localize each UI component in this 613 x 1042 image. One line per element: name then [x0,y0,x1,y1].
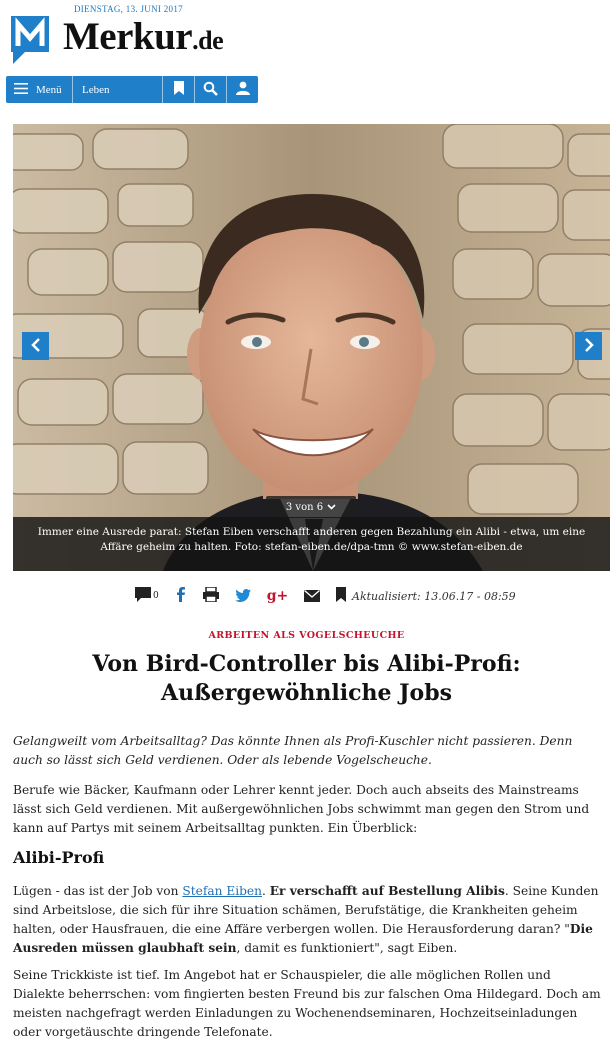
comment-icon [135,587,151,606]
updated-timestamp: Aktualisiert: 13.06.17 - 08:59 [352,590,516,603]
chevron-left-icon [30,337,42,356]
gallery-caption: Immer eine Ausrede parat: Stefan Eiben verschafft anderen gegen Bezahlung ein Alibi - etwa, um eine Affäre geheim zu halten. Foto: stefan-eiben.de/dpa-tmn © www.stefan-eiben.de [13,517,610,571]
article-headline: Von Bird-Controller bis Alibi-Profi: Außergewöhnliche Jobs [92,651,521,706]
menu-button[interactable] [14,76,62,103]
section-link-leben[interactable] [82,76,109,103]
googleplus-icon: g+ [266,588,289,604]
bookmark-article-button[interactable] [336,587,346,606]
comment-count: 0 [153,591,159,601]
article-paragraph [13,882,605,958]
gallery-prev-button[interactable] [22,332,49,360]
hamburger-icon [14,83,28,97]
email-share-button[interactable] [304,587,320,606]
facebook-icon [177,587,185,606]
twitter-icon [235,587,251,606]
envelope-icon [304,587,320,606]
text-segment: . [261,884,270,898]
stefan-eiben-link[interactable]: Stefan Eiben [182,884,262,898]
article-lead: Gelangweilt vom Arbeitsalltag? Das könnte Ihnen als Profi-Kuschler nicht passieren. Denn auch so lässt sich Geld verdienen. Oder als lebende Vogelscheuche. [13,734,573,767]
chevron-down-icon [327,504,336,510]
text-segment: . Seine Kunden sind Arbeitslose, die sich für ihre Situation schämen, Berufstätige, die Krankheiten geheim halten, oder Hausfrauen, die eine Affäre verbergen wollen. Die Herausforderung daran? " [13,884,599,936]
current-date: DIENSTAG, 13. JUNI 2017 [74,4,183,14]
user-icon [236,81,250,98]
merkur-logo-text[interactable]: Merkur.de [63,15,224,58]
menu-label: Menü [36,83,62,96]
article-kicker: ARBEITEN ALS VOGELSCHEUCHE [208,630,405,641]
section-label: Leben [82,83,110,96]
print-mail-icon [203,587,219,606]
text-segment: Lügen - das ist der Job von [13,884,183,898]
article-subheading: Alibi-Profi [13,848,105,867]
bookmark-icon [174,81,184,98]
chevron-right-icon [583,337,595,356]
facebook-share-button[interactable] [177,587,185,606]
merkur-logo-icon[interactable] [7,12,53,68]
comments-button[interactable] [135,587,159,606]
bookmark-icon [336,587,346,606]
twitter-share-button[interactable] [235,587,251,606]
text-segment: , damit es funktioniert", sagt Eiben. [236,941,458,955]
share-bar [135,585,346,607]
bookmark-button[interactable] [163,76,194,103]
bold-segment: Die Ausreden müssen glaubhaft sein [13,922,593,955]
gallery-counter-label: 3 von 6 [285,501,324,513]
main-navigation [6,76,258,103]
gallery-next-button[interactable] [575,332,602,360]
search-icon [203,81,218,99]
googleplus-share-button[interactable] [267,588,289,604]
bold-segment: Er verschafft auf Bestellung Alibis [269,884,505,898]
site-header [0,0,613,115]
nav-divider [72,76,73,103]
gallery-counter[interactable] [266,496,356,518]
print-button[interactable] [203,587,219,606]
image-gallery [13,124,610,571]
account-button[interactable] [227,76,258,103]
article-paragraph: Berufe wie Bäcker, Kaufmann oder Lehrer kennt jeder. Doch auch abseits des Mainstreams lässt sich Geld verdienen. Mit außergewöhnlichen Jobs schwimmt man gegen den Strom und kann auf Partys mit seinem Arbeitsalltag punkten. Ein Überblick: [13,783,590,835]
search-button[interactable] [195,76,226,103]
article-paragraph: Seine Trickkiste ist tief. Im Angebot hat er Schauspieler, die alle möglichen Rollen und Dialekte beherrschen: vom fingierten besten Freund bis zur falschen Oma Hildegard. Doch am meisten nachgefragt werden Einladungen zu Wochenendseminaren, Hochzeitseinladungen oder vorgetäuschte dringende Telefonate. [13,968,601,1039]
